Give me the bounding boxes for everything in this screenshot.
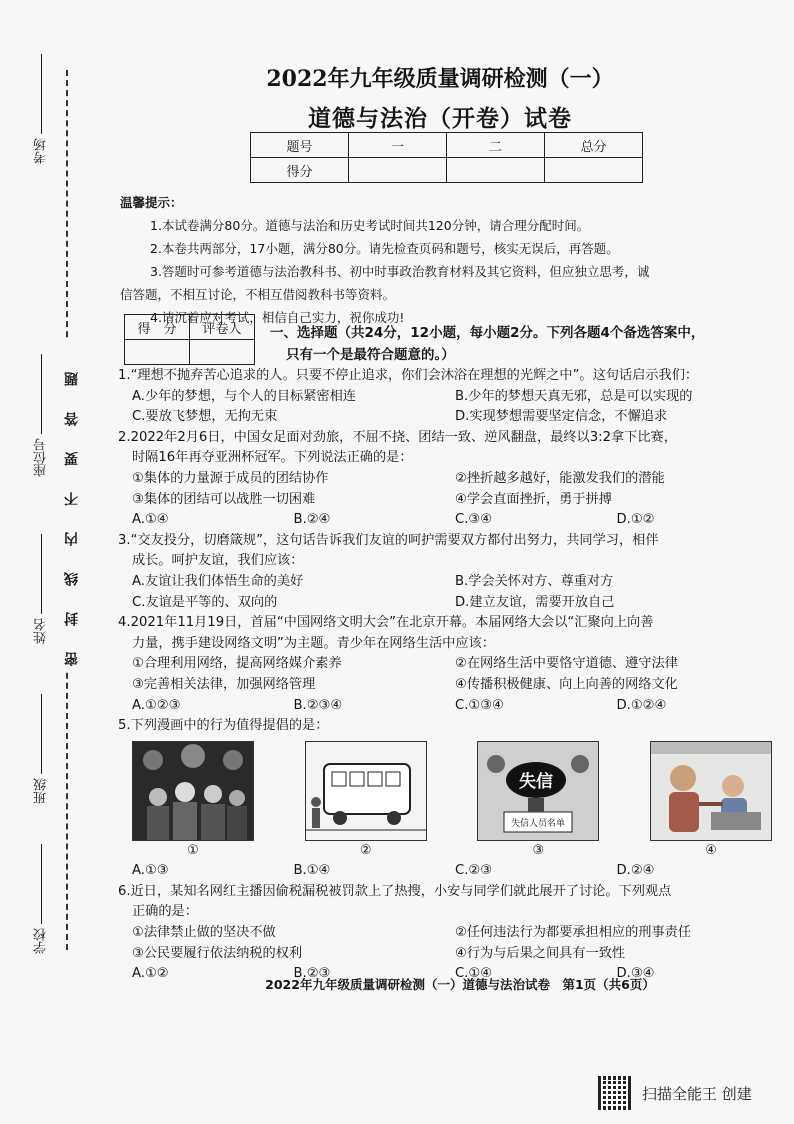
- q3-option-d: D.建立友谊，需要开放自己: [455, 594, 615, 610]
- exam-subtitle: 道德与法治（开卷）试卷: [308, 105, 572, 132]
- tips-heading: 温馨提示：: [120, 195, 183, 210]
- q1-stem: 1.“理想不抛弃苦心追求的人。只要不停止追求，你们会沐浴在理想的光辉之中”。这句话启示我们：: [118, 368, 699, 383]
- question-5: [118, 716, 778, 882]
- score-header-cell: 二: [447, 133, 545, 158]
- q6-statement-4: ④行为与后果之间具有一致性: [455, 945, 626, 961]
- q2-option-d: D.①②: [616, 512, 655, 528]
- q2-option-c: C.③④: [455, 512, 493, 528]
- grader-cell-label: 评卷人: [190, 315, 255, 340]
- q1-option-a: A.少年的梦想，与个人的目标紧密相连: [132, 388, 356, 404]
- q1-option-d: D.实现梦想需要坚定信念，不懈追求: [455, 409, 668, 425]
- q2-option-a: A.①④: [132, 512, 169, 528]
- question-6: [118, 882, 778, 985]
- q6-statement-2: ②任何违法行为都要承担相应的刑事责任: [455, 925, 692, 941]
- score-table: [250, 132, 643, 183]
- seat-number-label: 座位号: [32, 350, 51, 477]
- school-label: 学校: [32, 840, 51, 954]
- score-label-cell: 得分: [251, 158, 349, 183]
- q2-statement-2: ②挫折越多越好，能激发我们的潜能: [455, 470, 665, 486]
- score-header-cell: 总分: [545, 133, 643, 158]
- q4-option-b: B.②③④: [293, 697, 343, 713]
- comic-3-image: [477, 741, 599, 841]
- comic-3-caption: ③: [532, 842, 545, 858]
- page-footer: 2022年九年级质量调研检测（一）道德与法治试卷 第1页（共6页）: [265, 977, 655, 992]
- q4-stem-cont: 力量，携手建设网络文明”为主题。青少年在网络生活中应该：: [132, 635, 495, 651]
- q2-statement-1: ①集体的力量源于成员的团结协作: [132, 470, 329, 486]
- question-2: [118, 428, 778, 531]
- q3-stem: 3.“交友投分，切磨箴规”，这句话告诉我们友谊的呵护需要双方都付出努力，共同学习，相伴: [118, 532, 659, 548]
- q6-statement-3: ③公民要履行依法纳税的权利: [132, 945, 303, 961]
- q6-option-c: C.①④: [455, 966, 493, 982]
- q4-statement-2: ②在网络生活中要恪守道德、遵守法律: [455, 656, 678, 672]
- scanner-text: 扫描全能王 创建: [642, 1084, 752, 1103]
- q3-stem-cont: 成长。呵护友谊，我们应该：: [132, 553, 304, 569]
- comic-3-sign-text: 失信: [519, 771, 554, 792]
- q6-option-b: B.②③: [293, 966, 331, 982]
- comic-strip: [118, 741, 778, 862]
- qr-code-icon: [598, 1076, 632, 1110]
- q6-stem-cont: 正确的是：: [132, 904, 198, 920]
- q5-option-b: B.①④: [293, 863, 331, 879]
- comic-1-image: [132, 741, 254, 841]
- grader-cell-blank: [190, 340, 255, 365]
- q2-stem: 2.2022年2月6日，中国女足面对劲旅，不屈不挠、团结一致、逆风翻盘，最终以3:2拿下比赛，: [118, 429, 677, 445]
- name-label: 姓名: [32, 530, 51, 644]
- tip-3-cont: 信答题，不相互讨论，不相互借阅教科书等资料。: [120, 287, 396, 302]
- section-heading: 一、选择题（共24分，12小题，每小题2分。下列各题4个备选答案中， 只有一个是最符合题意的。）: [270, 325, 705, 363]
- score-cell-blank: [125, 340, 190, 365]
- q5-option-a: A.①③: [132, 863, 169, 879]
- q1-option-b: B.少年的梦想天真无邪，总是可以实现的: [455, 388, 693, 404]
- tip-1: 1.本试卷满分80分。道德与法治和历史考试时间共120分钟，请合理分配时间。: [150, 218, 590, 233]
- question-1: [118, 366, 778, 428]
- question-4: [118, 613, 778, 716]
- comic-2-caption: ②: [359, 842, 372, 858]
- q5-option-c: C.②③: [455, 863, 493, 879]
- scanner-watermark: [598, 1076, 752, 1110]
- comic-3-board-text: 失信人员名单: [511, 818, 566, 829]
- tip-3: 3.答题时可参考道德与法治教科书、初中时事政治教育材料及其它资料，但应独立思考，诚: [150, 264, 650, 279]
- score-header-cell: 题号: [251, 133, 349, 158]
- score-blank-cell: [447, 158, 545, 183]
- exam-title: 2022年九年级质量调研检测（一）: [266, 66, 614, 92]
- q4-statement-3: ③完善相关法律，加强网络管理: [132, 676, 316, 692]
- binding-column: [0, 40, 110, 970]
- score-blank-cell: [349, 158, 447, 183]
- seal-warning: 密封线内不要答题: [62, 340, 82, 672]
- q2-stem-cont: 时隔16年再夺亚洲杯冠军。下列说法正确的是：: [132, 450, 413, 466]
- tips-block: [120, 191, 760, 329]
- q3-option-a: A.友谊让我们体悟生命的美好: [132, 573, 304, 589]
- q4-statement-4: ④传播积极健康、向上向善的网络文化: [455, 676, 678, 692]
- q1-option-c: C.要放飞梦想，无拘无束: [132, 409, 278, 425]
- comic-2-image: [305, 741, 427, 841]
- comic-4-image: [650, 741, 772, 841]
- comic-4-caption: ④: [705, 842, 717, 858]
- q2-statement-4: ④学会直面挫折，勇于拼搏: [455, 491, 612, 507]
- q2-option-b: B.②④: [293, 512, 331, 528]
- q4-option-a: A.①②③: [132, 697, 181, 713]
- q5-option-d: D.②④: [616, 863, 655, 879]
- score-blank-cell: [545, 158, 643, 183]
- class-label: 班级: [32, 690, 51, 804]
- comic-1-caption: ①: [187, 842, 199, 858]
- q2-statement-3: ③集体的团结可以战胜一切困难: [132, 491, 316, 507]
- q4-statement-1: ①合理利用网络，提高网络媒介素养: [132, 656, 342, 672]
- q5-stem: 5.下列漫画中的行为值得提倡的是：: [118, 718, 329, 734]
- q6-option-a: A.①②: [132, 966, 169, 982]
- exam-room-label: 考场: [32, 50, 51, 164]
- score-header-cell: 一: [349, 133, 447, 158]
- question-3: [118, 531, 778, 613]
- tip-2: 2.本卷共两部分，17小题，满分80分。请先检查页码和题号，核实无误后，再答题。: [150, 241, 619, 256]
- q3-option-c: C.友谊是平等的、双向的: [132, 594, 278, 610]
- q6-statement-1: ①法律禁止做的坚决不做: [132, 925, 276, 941]
- q4-option-d: D.①②④: [616, 697, 667, 713]
- tip-4: 4.请沉着应对考试，相信自己实力，祝你成功!: [150, 310, 405, 325]
- q6-stem: 6.近日，某知名网红主播因偷税漏税被罚款上了热搜，小安与同学们就此展开了讨论。下列观点: [118, 883, 672, 899]
- q4-stem: 4.2021年11月19日，首届“中国网络文明大会”在北京开幕。本届网络大会以“汇聚向上向善: [118, 615, 654, 631]
- q6-option-d: D.③④: [616, 966, 655, 982]
- questions: [118, 366, 778, 985]
- grader-table: [124, 314, 255, 365]
- q4-option-c: C.①③④: [455, 697, 504, 713]
- score-cell-label: 得 分: [125, 315, 190, 340]
- q3-option-b: B.学会关怀对方、尊重对方: [455, 573, 614, 589]
